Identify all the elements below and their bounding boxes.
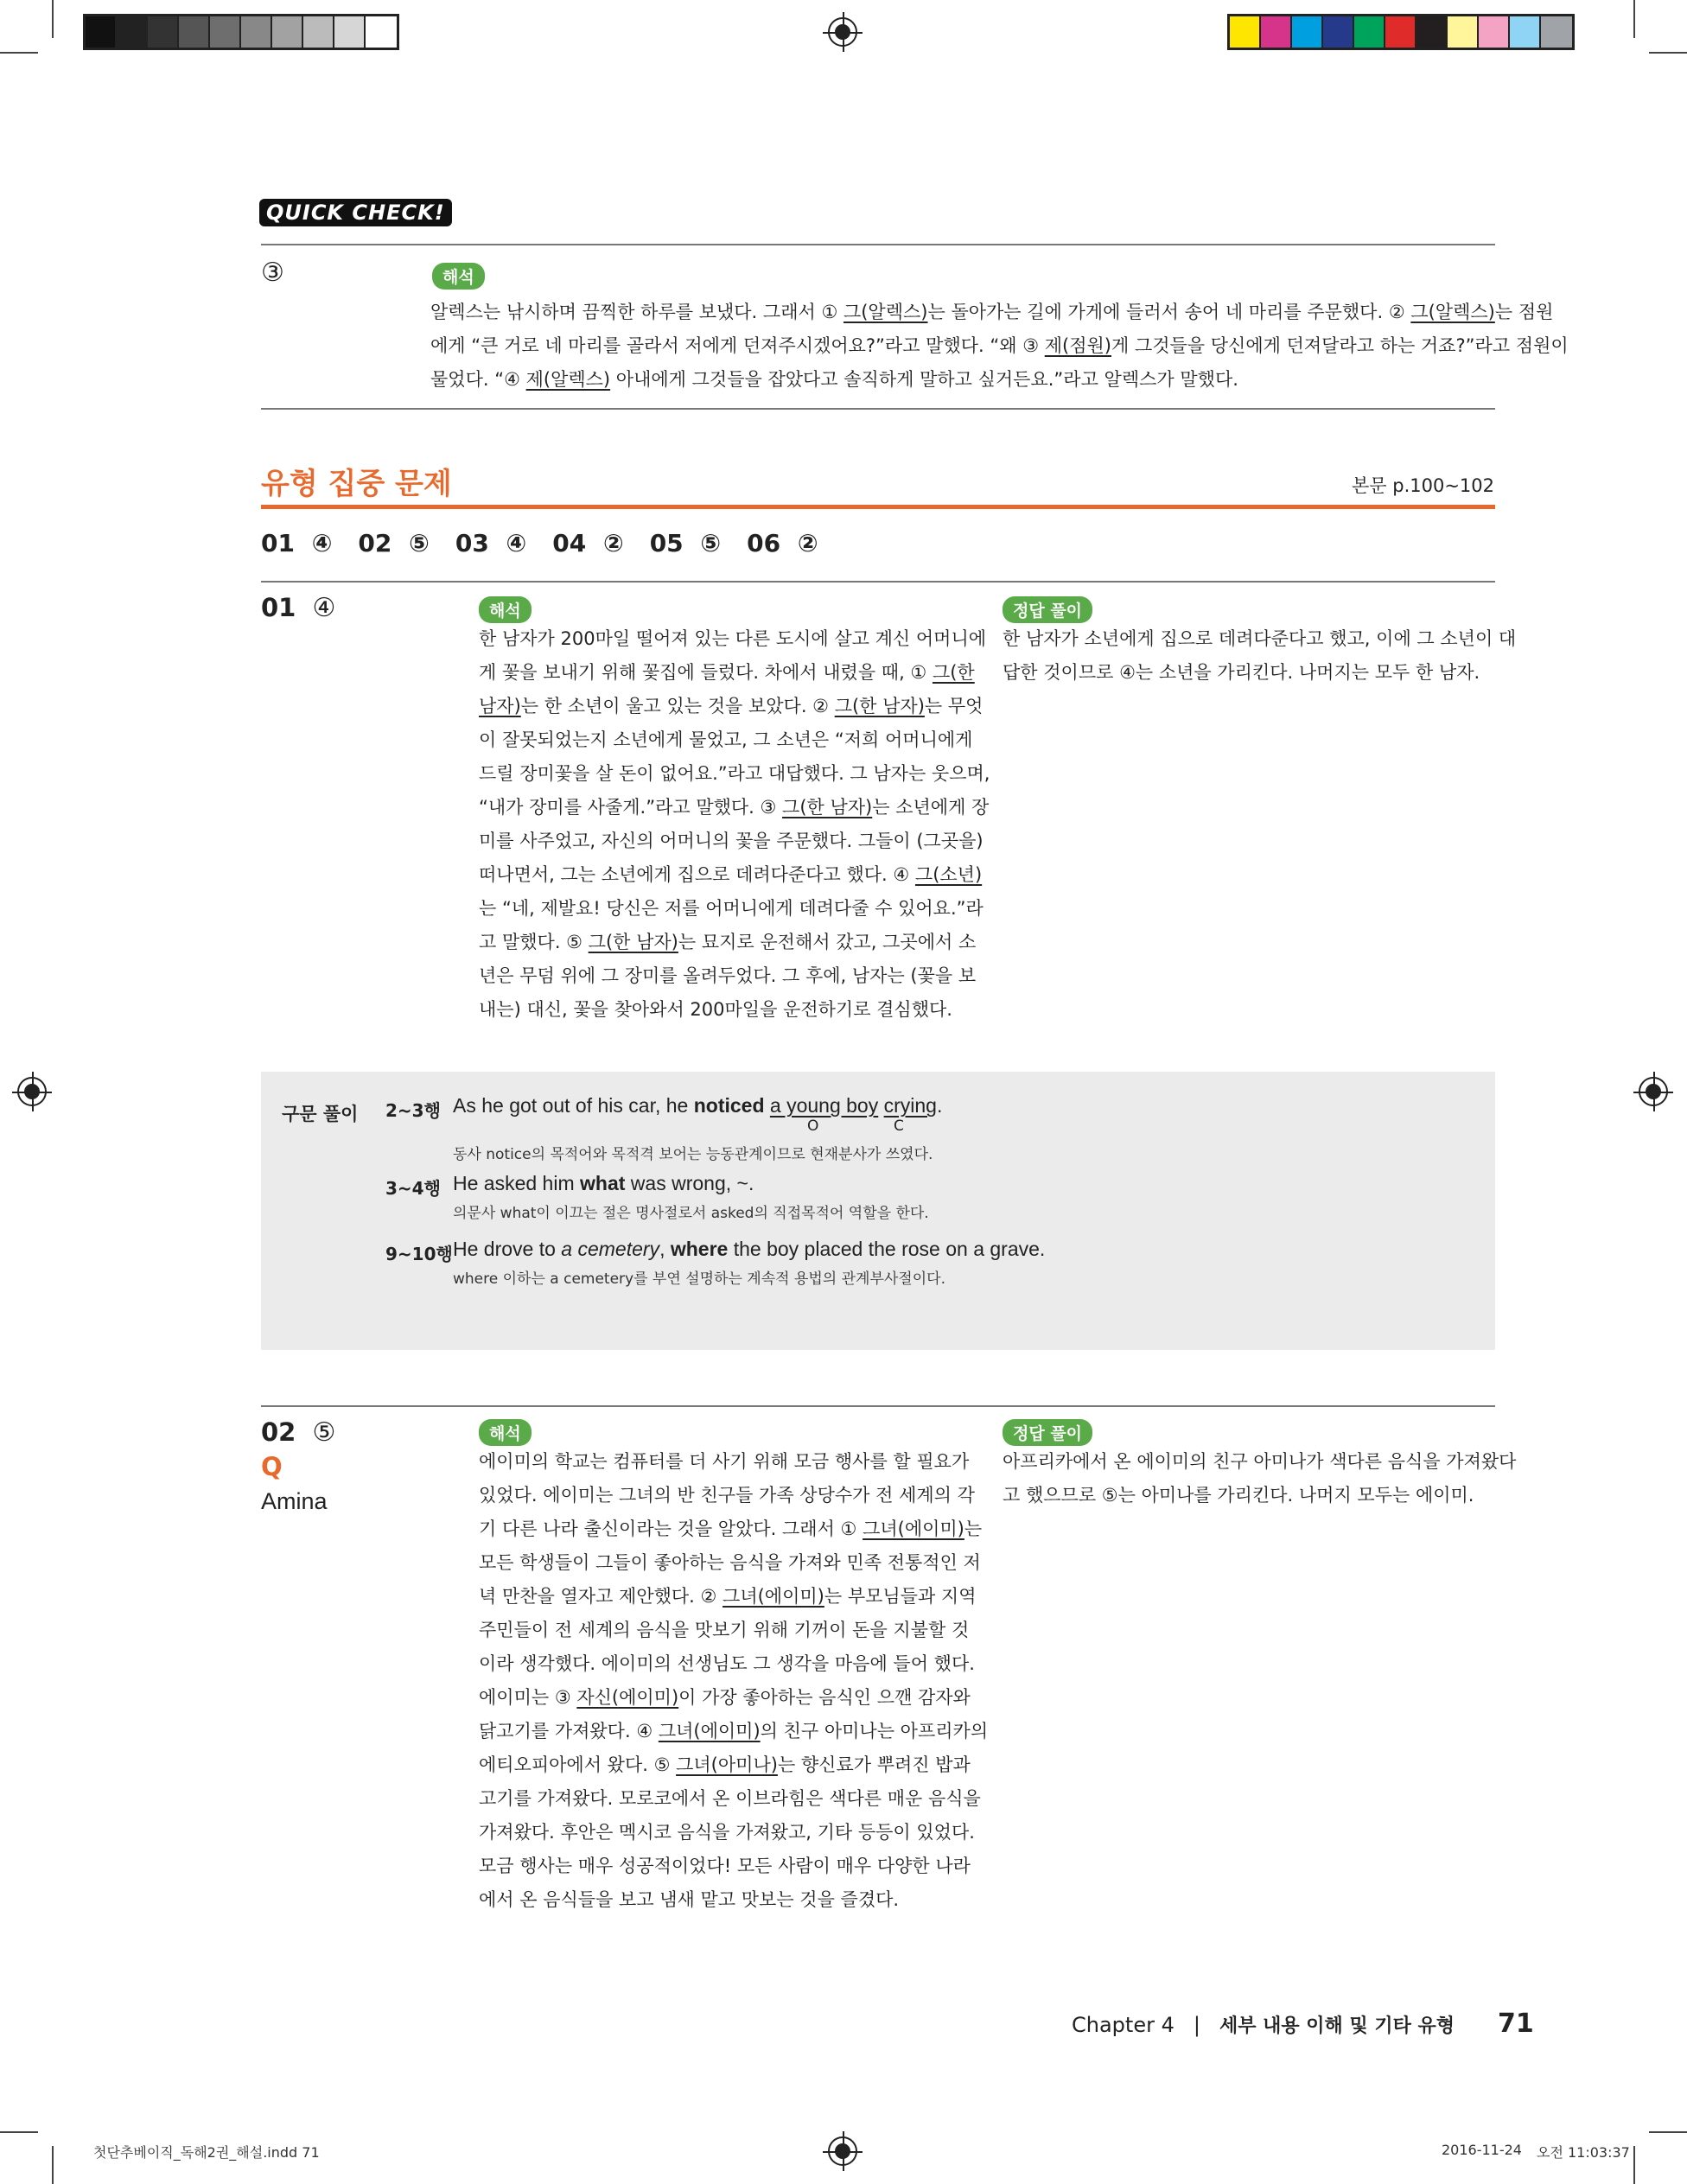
text-line [430, 329, 1569, 363]
text-line [479, 993, 963, 1027]
color-swatch [1448, 16, 1479, 48]
answer-key [261, 529, 844, 557]
text-span: 모든 학생들이 그들이 좋아하는 음식을 가져와 민족 전통적인 저 [479, 1552, 981, 1573]
text-span: 는 묘지로 운전해서 갔고, 그곳에서 소 [678, 932, 977, 952]
question-number: 02 [261, 1417, 296, 1447]
text-span: 는 부모님들과 지역 [824, 1586, 977, 1607]
text-span: a cemetery [561, 1238, 660, 1260]
syntax-notes-label: 구문 풀이 [282, 1104, 359, 1124]
explanation-tag-label: 정답 풀이 [1003, 596, 1092, 623]
color-swatch [1323, 16, 1354, 48]
process-color-bar [1227, 14, 1575, 50]
text-line [479, 1512, 983, 1546]
color-swatch [1354, 16, 1385, 48]
color-swatch [366, 16, 397, 48]
syntax-note-body [453, 1172, 929, 1222]
syntax-note-item [385, 1094, 1483, 1163]
grammar-role-mark: O [807, 1117, 819, 1135]
color-swatch [148, 16, 179, 48]
quick-check-answer: ③ [261, 258, 284, 288]
line-reference: 9~10행 [385, 1244, 453, 1264]
text-span: 는 한 소년이 울고 있는 것을 보았다. ② [520, 696, 835, 716]
text-span: 고기를 가져왔다. 모로코에서 온 이브라힘은 색다른 매운 음식을 [479, 1788, 981, 1809]
text-span: 고 말했다. ⑤ [479, 932, 589, 952]
text-span: 가져왔다. 후안은 멕시코 음식을 가져왔고, 기타 등등이 있었다. [479, 1822, 975, 1843]
text-span: 게 그것들을 당신에게 던져달라고 하는 거죠?”라고 점원이 [1111, 335, 1569, 356]
q01-explanation-tag [1003, 596, 1092, 623]
slug-time: 오전 11:03:37 [1537, 2144, 1630, 2161]
color-swatch [1230, 16, 1261, 48]
text-line [479, 1614, 970, 1647]
quick-check-translation-tag [432, 263, 485, 290]
text-span: 모금 행사는 매우 성공적이었다! 모든 사람이 매우 다양한 나라 [479, 1856, 971, 1876]
text-span: was wrong, ~. [625, 1172, 754, 1194]
color-swatch [303, 16, 334, 48]
underlined-referent: 그(한 남자) [588, 932, 678, 952]
text-span: 물었다. “④ [430, 369, 526, 390]
page-number: 71 [1498, 2009, 1534, 2039]
text-line [430, 363, 1502, 397]
color-swatch [1385, 16, 1416, 48]
text-line: 한 남자가 소년에게 집으로 데려다준다고 했고, 이에 그 소년이 대 [1003, 628, 1517, 649]
text-span: 닭고기를 가져왔다. ④ [479, 1721, 659, 1741]
text-span: He drove to [453, 1238, 562, 1260]
q02-explanation-tag [1003, 1419, 1092, 1446]
underlined-referent: 그(알렉스) [843, 302, 928, 322]
text-span: , [659, 1238, 671, 1260]
page-footer [1072, 2009, 1534, 2039]
text-span: 이 잘못되었는지 소년에게 물었고, 그 소년은 “저희 어머니에게 [479, 729, 973, 750]
registration-mark-top [828, 17, 857, 47]
slug-file: 첫단추베이직_독해2권_해설.indd 71 [93, 2144, 320, 2161]
text-span: 녁 만찬을 열자고 제안했다. ② [479, 1586, 723, 1607]
color-swatch [1510, 16, 1541, 48]
registration-mark-left [17, 1077, 47, 1106]
crop-mark [52, 0, 54, 38]
syntax-note-body [453, 1238, 1045, 1288]
text-line [479, 858, 983, 892]
text-span: He asked him [453, 1172, 581, 1194]
text-line [479, 723, 973, 757]
text-line [479, 1580, 977, 1614]
underlined-referent: a young boy [769, 1094, 879, 1117]
answer-item: 04 ② [552, 529, 624, 557]
divider [261, 244, 1495, 245]
q-label: Q [261, 1452, 283, 1481]
color-swatch [272, 16, 303, 48]
grammar-role-marks [453, 1117, 942, 1137]
q01-translation-tag [479, 596, 532, 623]
page-reference: 본문 p.100~102 [1352, 475, 1495, 496]
quick-check-translation [430, 296, 1569, 397]
text-span: 이 가장 좋아하는 음식인 으깬 감자와 [678, 1687, 971, 1708]
slug-date: 2016-11-24 [1442, 2142, 1522, 2158]
syntax-explanation: 동사 notice의 목적어와 목적격 보어는 능동관계이므로 현재분사가 쓰였다. [453, 1146, 933, 1163]
text-line [479, 959, 977, 993]
text-span: 는 [964, 1519, 983, 1539]
translation-tag-label: 해석 [432, 263, 485, 290]
q02-translation-tag [479, 1419, 532, 1446]
text-span: 의 친구 아미나는 아프리카의 [760, 1721, 989, 1741]
underlined-referent: 그녀(에이미) [658, 1721, 761, 1741]
underlined-referent: 제(점원) [1044, 335, 1111, 356]
text-span: 에티오피아에서 왔다. ⑤ [479, 1754, 677, 1775]
text-span: 한 남자가 200마일 떨어져 있는 다른 도시에 살고 계신 어머니에 [479, 628, 987, 649]
registration-mark-right [1639, 1077, 1668, 1106]
answer-item: 01 ④ [261, 529, 333, 557]
registration-mark-bottom [828, 2136, 857, 2166]
text-line [479, 791, 990, 825]
underlined-referent: 자신(에이미) [576, 1687, 679, 1708]
section-rule [261, 505, 1495, 509]
text-span: 아내에게 그것들을 잡았다고 솔직하게 말하고 싶거든요.”라고 알렉스가 말했다. [610, 369, 1238, 390]
answer-item: 05 ⑤ [649, 529, 722, 557]
crop-mark [1649, 2131, 1687, 2133]
section-title: 유형 집중 문제 [261, 467, 452, 501]
question-answer: ④ [312, 593, 336, 623]
text-span: 떠나면서, 그는 소년에게 집으로 데려다준다고 했다. ④ [479, 864, 915, 885]
text-line [479, 825, 984, 858]
text-line [479, 1546, 981, 1580]
q02-explanation [1003, 1445, 1517, 1512]
syntax-notes-list [385, 1094, 1483, 1303]
text-span: noticed [693, 1094, 765, 1117]
text-span: 는 향신료가 뿌려진 밥과 [777, 1754, 971, 1775]
text-line [479, 1883, 963, 1917]
underlined-referent: 그(알렉스) [1410, 302, 1495, 322]
underlined-referent: 그(한 남자) [782, 797, 873, 818]
text-line [430, 296, 1554, 329]
syntax-note-item [385, 1172, 1483, 1222]
question-01-header [261, 593, 335, 623]
text-span: “내가 장미를 사줄게.”라고 말했다. ③ [479, 797, 783, 818]
text-span: 년은 무덤 위에 그 장미를 올려두었다. 그 후에, 남자는 (꽃을 보 [479, 965, 977, 986]
answer-item: 03 ④ [455, 529, 527, 557]
divider [261, 408, 1495, 410]
text-line: 답한 것이므로 ④는 소년을 가리킨다. 나머지는 모두 한 남자. [1003, 662, 1480, 683]
q01-explanation [1003, 622, 1517, 690]
text-span: 는 점원 [1494, 302, 1554, 322]
underlined-referent: 제(알렉스) [525, 369, 611, 390]
crop-mark [1633, 2146, 1635, 2184]
color-swatch [210, 16, 241, 48]
text-line [479, 1850, 971, 1883]
translation-tag-label: 해석 [479, 1419, 532, 1446]
syntax-explanation: 의문사 what이 이끄는 절은 명사절로서 asked의 직접목적어 역할을 한다. [453, 1205, 929, 1222]
text-span: 는 무엇 [924, 696, 984, 716]
text-span: 내는) 대신, 꽃을 찾아와서 200마일을 운전하기로 결심했다. [479, 999, 952, 1020]
text-line [479, 1681, 971, 1715]
text-line [479, 1782, 981, 1816]
crop-mark [52, 2146, 54, 2184]
grammar-role-mark: C [894, 1117, 904, 1135]
footer-separator: | [1193, 2013, 1200, 2037]
question-02-header [261, 1417, 335, 1448]
text-line [479, 926, 977, 959]
text-line [479, 622, 987, 656]
color-swatch [117, 16, 148, 48]
text-line [479, 892, 984, 926]
text-span: 게 꽃을 보내기 위해 꽃집에 들렀다. 차에서 내렸을 때, ① [479, 662, 933, 683]
divider [261, 1405, 1495, 1407]
example-sentence [453, 1172, 929, 1195]
text-line [479, 1479, 975, 1512]
example-sentence [453, 1238, 1045, 1261]
line-reference: 3~4행 [385, 1178, 441, 1199]
quick-check-logo [259, 199, 452, 226]
text-span: 에서 온 음식들을 보고 냄새 맡고 맛보는 것을 즐겼다. [479, 1889, 900, 1910]
text-span: 는 “네, 제발요! 당신은 저를 어머니에게 데려다줄 수 있어요.”라 [479, 898, 984, 919]
crop-mark [0, 52, 38, 54]
text-span: As he got out of his car, he [453, 1094, 694, 1117]
underlined-referent: crying [883, 1094, 937, 1117]
text-span: 있었다. 에이미는 그녀의 반 친구들 가족 상당수가 전 세계의 각 [479, 1485, 975, 1506]
translation-tag-label: 해석 [479, 596, 532, 623]
grayscale-color-bar [83, 14, 399, 50]
underlined-referent: 그(한 남자) [834, 696, 925, 716]
text-span: what [580, 1172, 626, 1194]
crop-mark [0, 2131, 38, 2133]
color-swatch [1479, 16, 1510, 48]
question-number: 01 [261, 593, 296, 622]
q01-translation [479, 622, 990, 1027]
text-span: 기 다른 나라 출신이라는 것을 알았다. 그래서 ① [479, 1519, 863, 1539]
text-span: 주민들이 전 세계의 음식을 맛보기 위해 기꺼이 돈을 지불할 것 [479, 1620, 970, 1640]
crop-mark [1633, 0, 1635, 38]
q02-translation [479, 1445, 989, 1917]
text-line: 아프리카에서 온 에이미의 친구 아미나가 색다른 음식을 가져왔다 [1003, 1451, 1517, 1472]
underlined-referent: 그녀(아미나) [676, 1754, 778, 1775]
color-swatch [1292, 16, 1323, 48]
text-span: 는 소년에게 장 [872, 797, 990, 818]
color-swatch [1261, 16, 1292, 48]
underlined-referent: 그녀(에이미) [863, 1519, 964, 1539]
underlined-referent: 남자) [479, 696, 521, 716]
footer-chapter: Chapter 4 [1072, 2013, 1175, 2037]
underlined-referent: 그녀(에이미) [723, 1586, 824, 1607]
divider [261, 581, 1495, 583]
example-sentence [453, 1094, 942, 1117]
text-span: 에게 “큰 거로 네 마리를 골라서 저에게 던져주시겠어요?”라고 말했다. “왜 ③ [430, 335, 1045, 356]
color-swatch [334, 16, 366, 48]
explanation-tag-label: 정답 풀이 [1003, 1419, 1092, 1446]
text-span: 에이미는 ③ [479, 1687, 577, 1708]
underlined-referent: 그(한 [932, 662, 975, 683]
text-line [479, 690, 984, 723]
text-line [479, 1647, 975, 1681]
underlined-referent: 그(소년) [914, 864, 983, 885]
footer-title: 세부 내용 이해 및 기타 유형 [1219, 2015, 1455, 2037]
color-swatch [179, 16, 210, 48]
text-span: where [670, 1238, 729, 1260]
color-swatch [86, 16, 117, 48]
answer-item: 02 ⑤ [358, 529, 430, 557]
text-line [479, 1816, 975, 1850]
crop-mark [1649, 52, 1687, 54]
text-line [479, 1748, 971, 1782]
question-answer: ⑤ [312, 1417, 336, 1448]
text-span: 에이미의 학교는 컴퓨터를 더 사기 위해 모금 행사를 할 필요가 [479, 1451, 970, 1472]
text-line [479, 1445, 970, 1479]
syntax-explanation: where 이하는 a cemetery를 부연 설명하는 계속적 용법의 관계부사절이다. [453, 1270, 945, 1288]
text-line [479, 656, 975, 690]
text-line [479, 757, 990, 791]
syntax-note-item [385, 1238, 1483, 1288]
answer-item: 06 ② [747, 529, 818, 557]
line-reference: 2~3행 [385, 1100, 441, 1121]
color-swatch [1541, 16, 1572, 48]
text-span: 드릴 장미꽃을 살 돈이 없어요.”라고 대답했다. 그 남자는 웃으며, [479, 763, 990, 784]
text-span: 알렉스는 낚시하며 끔찍한 하루를 보냈다. 그래서 ① [430, 302, 844, 322]
text-span: 이라 생각했다. 에이미의 선생님도 그 생각을 마음에 들어 했다. [479, 1653, 975, 1674]
text-span: . [936, 1094, 943, 1117]
color-swatch [1416, 16, 1448, 48]
text-span: 미를 사주었고, 자신의 어머니의 꽃을 주문했다. 그들이 (그곳을) [479, 831, 984, 851]
quick-check-label: QUICK CHECK! [259, 199, 452, 226]
text-line: 고 했으므로 ⑤는 아미나를 가리킨다. 나머지 모두는 에이미. [1003, 1485, 1474, 1506]
text-span: 는 돌아가는 길에 가게에 들러서 송어 네 마리를 주문했다. ② [927, 302, 1411, 322]
color-swatch [241, 16, 272, 48]
text-line [479, 1715, 989, 1748]
q-answer: Amina [261, 1488, 328, 1514]
text-span: the boy placed the rose on a grave. [728, 1238, 1046, 1260]
syntax-note-body [453, 1094, 942, 1163]
